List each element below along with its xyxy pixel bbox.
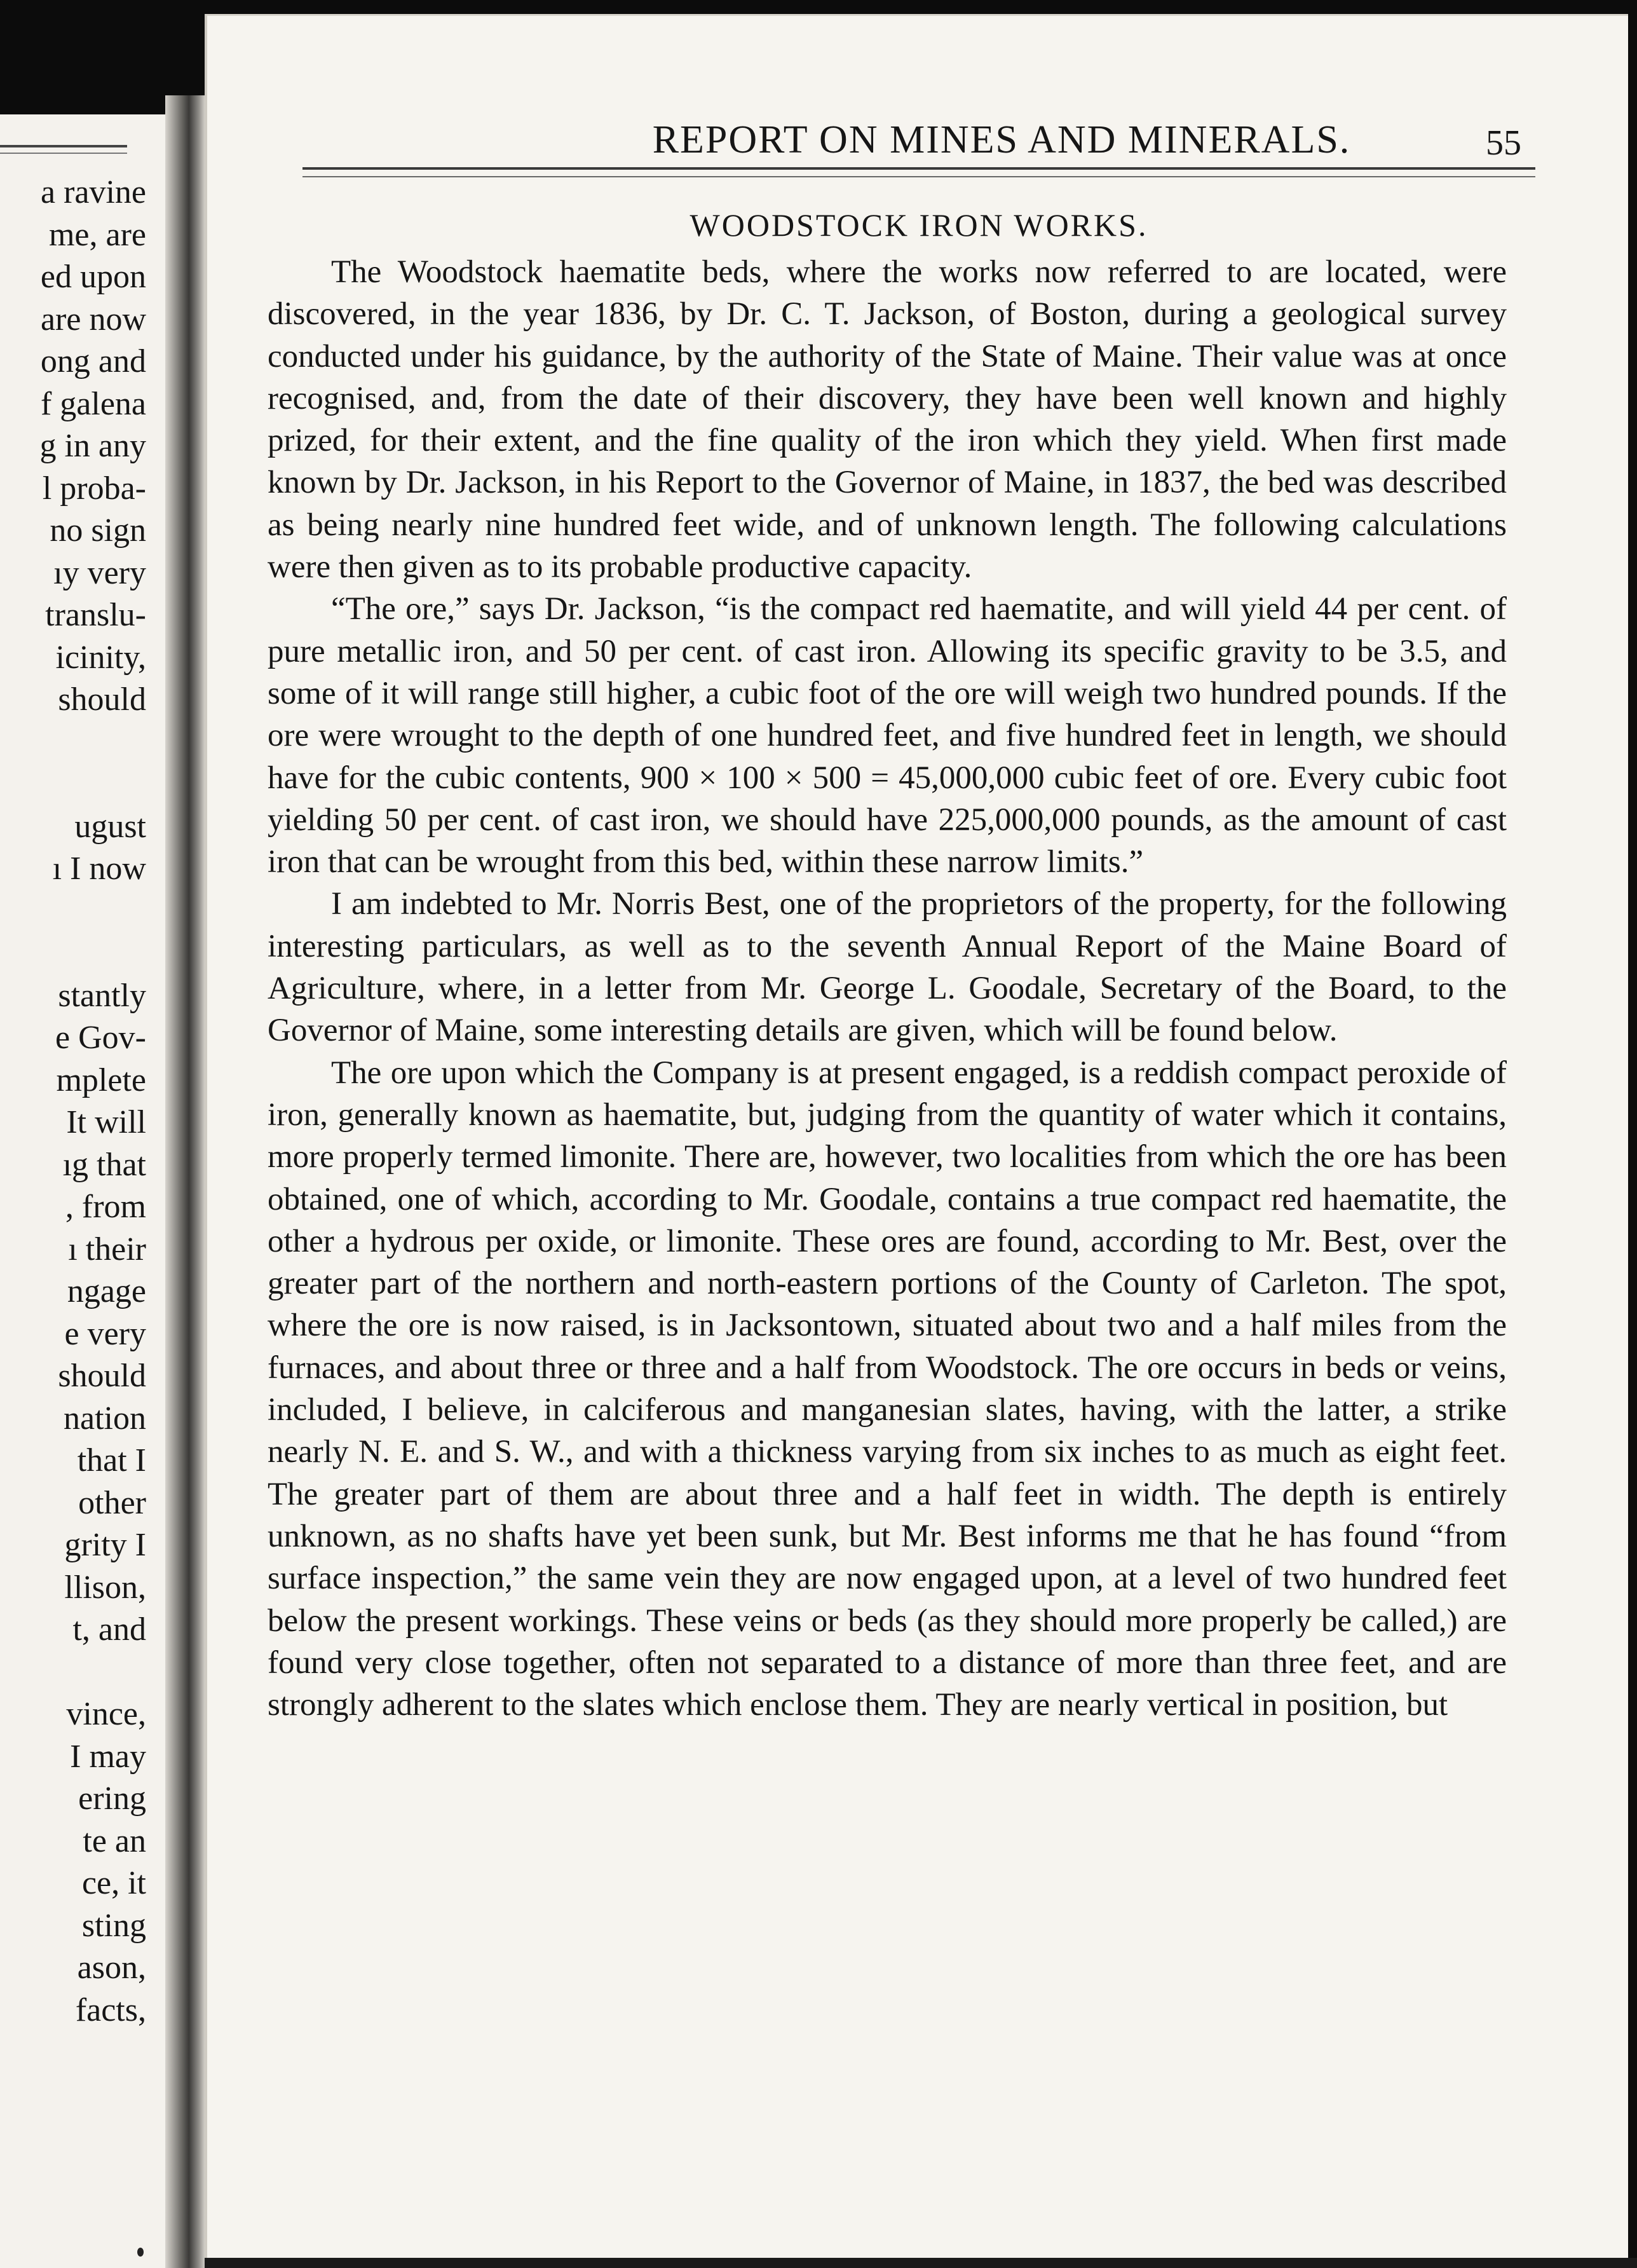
left-page-line — [0, 932, 146, 975]
left-page-line: ering — [78, 1780, 146, 1817]
left-page-line: l proba- — [42, 470, 146, 507]
left-page-line: icinity, — [55, 639, 146, 676]
left-page-line: that I — [77, 1442, 146, 1479]
left-page-line: ıg that — [62, 1146, 146, 1183]
left-page-line: ong and — [40, 343, 146, 379]
left-page-line: ıy very — [53, 554, 146, 591]
main-page — [205, 14, 1628, 2260]
paragraph-jackson-quote: “The ore,” says Dr. Jackson, “is the compact red haematite, and will yield 44 per cent. of pure metallic iron, and 50 per cent. of cast iron. Allowing its specific gravity to be 3.5, and some of it will range still higher, a cubic foot of the ore will weigh two hundred pounds. If the ore were wrought to the depth of one hundred feet, and five hundred feet in length, we should have for the cubic contents, 900 × 100 × 500 = 45,000,000 cubic feet of ore. Every cubic foot yielding 50 per cent. of cast iron, we should have 225,000,000 pounds, as the amount of cast iron that can be wrought from this bed, within these narrow limits.” — [268, 591, 1507, 880]
left-page-line: e very — [64, 1315, 146, 1352]
ink-spot — [137, 2248, 144, 2257]
left-page-line: ason, — [77, 1950, 146, 1986]
left-page-line: , from — [65, 1189, 146, 1225]
left-page-line: mplete — [56, 1062, 146, 1098]
left-page-line — [0, 1651, 146, 1694]
left-page-line: ed upon — [40, 259, 146, 295]
left-page-line: I may — [70, 1738, 146, 1775]
left-page-line: ngage — [67, 1273, 146, 1309]
left-page-line: f galena — [40, 385, 146, 422]
left-page-line: llison, — [64, 1569, 146, 1606]
running-header: REPORT ON MINES AND MINERALS. — [652, 118, 1351, 161]
left-page-line — [0, 891, 146, 933]
paragraph-acknowledgement: I am indebted to Mr. Norris Best, one of the proprietors of the property, for the following interesting particulars, as well as to the seventh Annual Report of the Maine Board of Agriculture, where, in a letter from Mr. George L. Goodale, Secretary of the Board, to the Governor of Maine, some interesting details are given, which will be found below. — [268, 886, 1507, 1049]
section-heading: WOODSTOCK IRON WORKS. — [689, 207, 1148, 243]
left-page-line: other — [78, 1484, 146, 1521]
left-page-line: me, are — [48, 216, 146, 253]
header-rule-thin — [302, 176, 1535, 177]
body-text — [268, 251, 1507, 1726]
left-page-line: no sign — [50, 512, 146, 549]
left-page-line: grity I — [64, 1527, 146, 1563]
left-page-line: nation — [64, 1400, 146, 1437]
left-page-line: sting — [81, 1907, 146, 1944]
left-page-line: te an — [83, 1822, 146, 1859]
left-page-line: are now — [40, 301, 146, 338]
left-page-line: ı I now — [52, 850, 146, 887]
left-page-line: stantly — [58, 977, 146, 1014]
left-page-line: e Gov- — [55, 1020, 146, 1056]
scan-bottom-edge — [205, 2258, 1637, 2268]
left-page-line: t, and — [72, 1611, 146, 1648]
left-header-rule — [0, 145, 127, 147]
left-header-rule-thin — [0, 153, 127, 154]
left-page-line — [0, 721, 146, 764]
book-gutter — [165, 95, 205, 2268]
left-page-line: should — [58, 681, 146, 718]
left-page-line: a ravine — [40, 174, 146, 210]
left-page-line: ce, it — [81, 1865, 146, 1901]
page-number: 55 — [1486, 123, 1521, 163]
paragraph-ore-description: The ore upon which the Company is at present engaged, is a reddish compact peroxide of iron, generally known as haematite, but, judging from the quantity of water which it contains, more properly termed limonite. There are, however, two localities from which the ore has been obtained, one of which, according to Mr. Goodale, contains a true compact red haematite, the other a hydrous per oxide, or limonite. These ores are found, according to Mr. Best, over the greater part of the northern and north-eastern portions of the County of Carleton. The spot, where the ore is now raised, is in Jacksontown, situated about two and a half miles from the furnaces, and about three or three and a half from Woodstock. The ore occurs in beds or veins, included, I believe, in calciferous and manganesian slates, having, with the latter, a strike nearly N. E. and S. W., and with a thickness varying from six inches to as much as eight feet. The greater part of them are about three and a half feet in width. The depth is entirely unknown, as no shafts have yet been sunk, but Mr. Best informs me that he has found “from surface inspection,” the same vein they are now engaged upon, at a level of two hundred feet below the present workings. These veins or beds (as they should more properly be called,) are found very close together, often not separated to a distance of more than three feet, and are strongly adherent to the slates which enclose them. They are nearly vertical in position, but — [268, 1055, 1507, 1723]
left-page-line: vince, — [66, 1696, 146, 1732]
header-rule — [302, 167, 1535, 170]
paragraph-discovery: The Woodstock haematite beds, where the works now referred to are located, were discovered, in the year 1836, by Dr. C. T. Jackson, of Boston, during a geological survey conducted under his guidance, by the authority of the State of Maine. Their value was at once recognised, and, from the date of their discovery, they have been well known and highly prized, for their extent, and the fine quality of the iron which they yield. When first made known by Dr. Jackson, in his Report to the Governor of Maine, in 1837, the bed was described as being nearly nine hundred feet wide, and of unknown length. The following calculations were then given as to its probable productive capacity. — [268, 254, 1507, 585]
left-page-line: g in any — [39, 428, 146, 464]
left-page-line: facts, — [75, 1991, 146, 2028]
left-page-line: translu- — [45, 597, 146, 633]
left-page-line: It will — [66, 1104, 146, 1140]
left-page-line: should — [58, 1358, 146, 1394]
left-page-line: ı their — [68, 1231, 146, 1267]
left-facing-page — [0, 114, 165, 2268]
left-page-text-column — [0, 172, 146, 2032]
left-page-line: ugust — [74, 808, 146, 845]
left-page-line — [0, 763, 146, 806]
